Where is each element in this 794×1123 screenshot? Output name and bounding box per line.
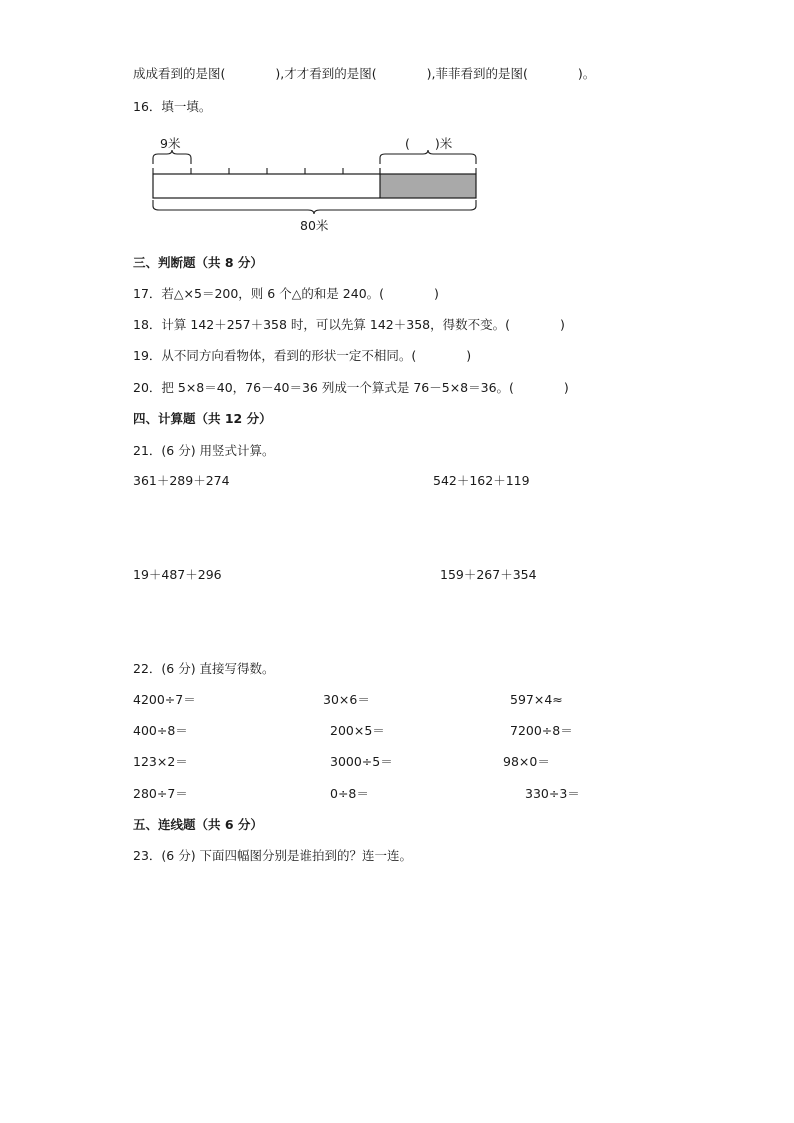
q22-item: 400÷8＝ (133, 723, 188, 738)
q17: 17．若△×5＝200，则 6 个△的和是 240。( ) (133, 286, 439, 301)
bar-shaded (380, 174, 476, 198)
q22-item: 98×0＝ (503, 754, 550, 769)
label-left: 9米 (160, 136, 181, 151)
label-total: 80米 (300, 218, 329, 233)
q19: 19．从不同方向看物体，看到的形状一定不相同。( ) (133, 348, 472, 363)
q21-item: 159＋267＋354 (440, 567, 537, 582)
q16-prompt: 16．填一填。 (133, 99, 212, 114)
q22-item: 123×2＝ (133, 754, 188, 769)
brace-left (153, 150, 191, 164)
q22-item: 7200÷8＝ (510, 723, 573, 738)
q22-item: 330÷3＝ (525, 786, 580, 801)
q21-item: 542＋162＋119 (433, 473, 530, 488)
label-right: ( )米 (405, 136, 453, 151)
q21-item: 19＋487＋296 (133, 567, 222, 582)
q22-item: 280÷7＝ (133, 786, 188, 801)
q20: 20．把 5×8＝40，76－40＝36 列成一个算式是 76－5×8＝36。( ) (133, 380, 569, 395)
brace-right (380, 150, 476, 164)
q22-item: 200×5＝ (330, 723, 385, 738)
q22-item: 3000÷5＝ (330, 754, 393, 769)
q22-item: 4200÷7＝ (133, 692, 196, 707)
q18: 18．计算 142＋257＋358 时，可以先算 142＋358，得数不变。( ) (133, 317, 565, 332)
q22-item: 597×4≈ (510, 692, 563, 707)
q16-segment-diagram (140, 128, 490, 236)
q22-item: 30×6＝ (323, 692, 370, 707)
section4-title: 四、计算题（共 12 分） (133, 411, 272, 426)
q21-item: 361＋289＋274 (133, 473, 230, 488)
q21-prompt: 21．(6 分) 用竖式计算。 (133, 443, 275, 458)
q23-prompt: 23．(6 分) 下面四幅图分别是谁拍到的？连一连。 (133, 848, 413, 863)
section3-title: 三、判断题（共 8 分） (133, 255, 263, 270)
brace-total (153, 200, 476, 214)
q15-answer-line: 成成看到的是图( ),才才看到的是图( ),菲菲看到的是图( )。 (133, 66, 596, 81)
q22-prompt: 22．(6 分) 直接写得数。 (133, 661, 275, 676)
q22-item: 0÷8＝ (330, 786, 369, 801)
section5-title: 五、连线题（共 6 分） (133, 817, 263, 832)
